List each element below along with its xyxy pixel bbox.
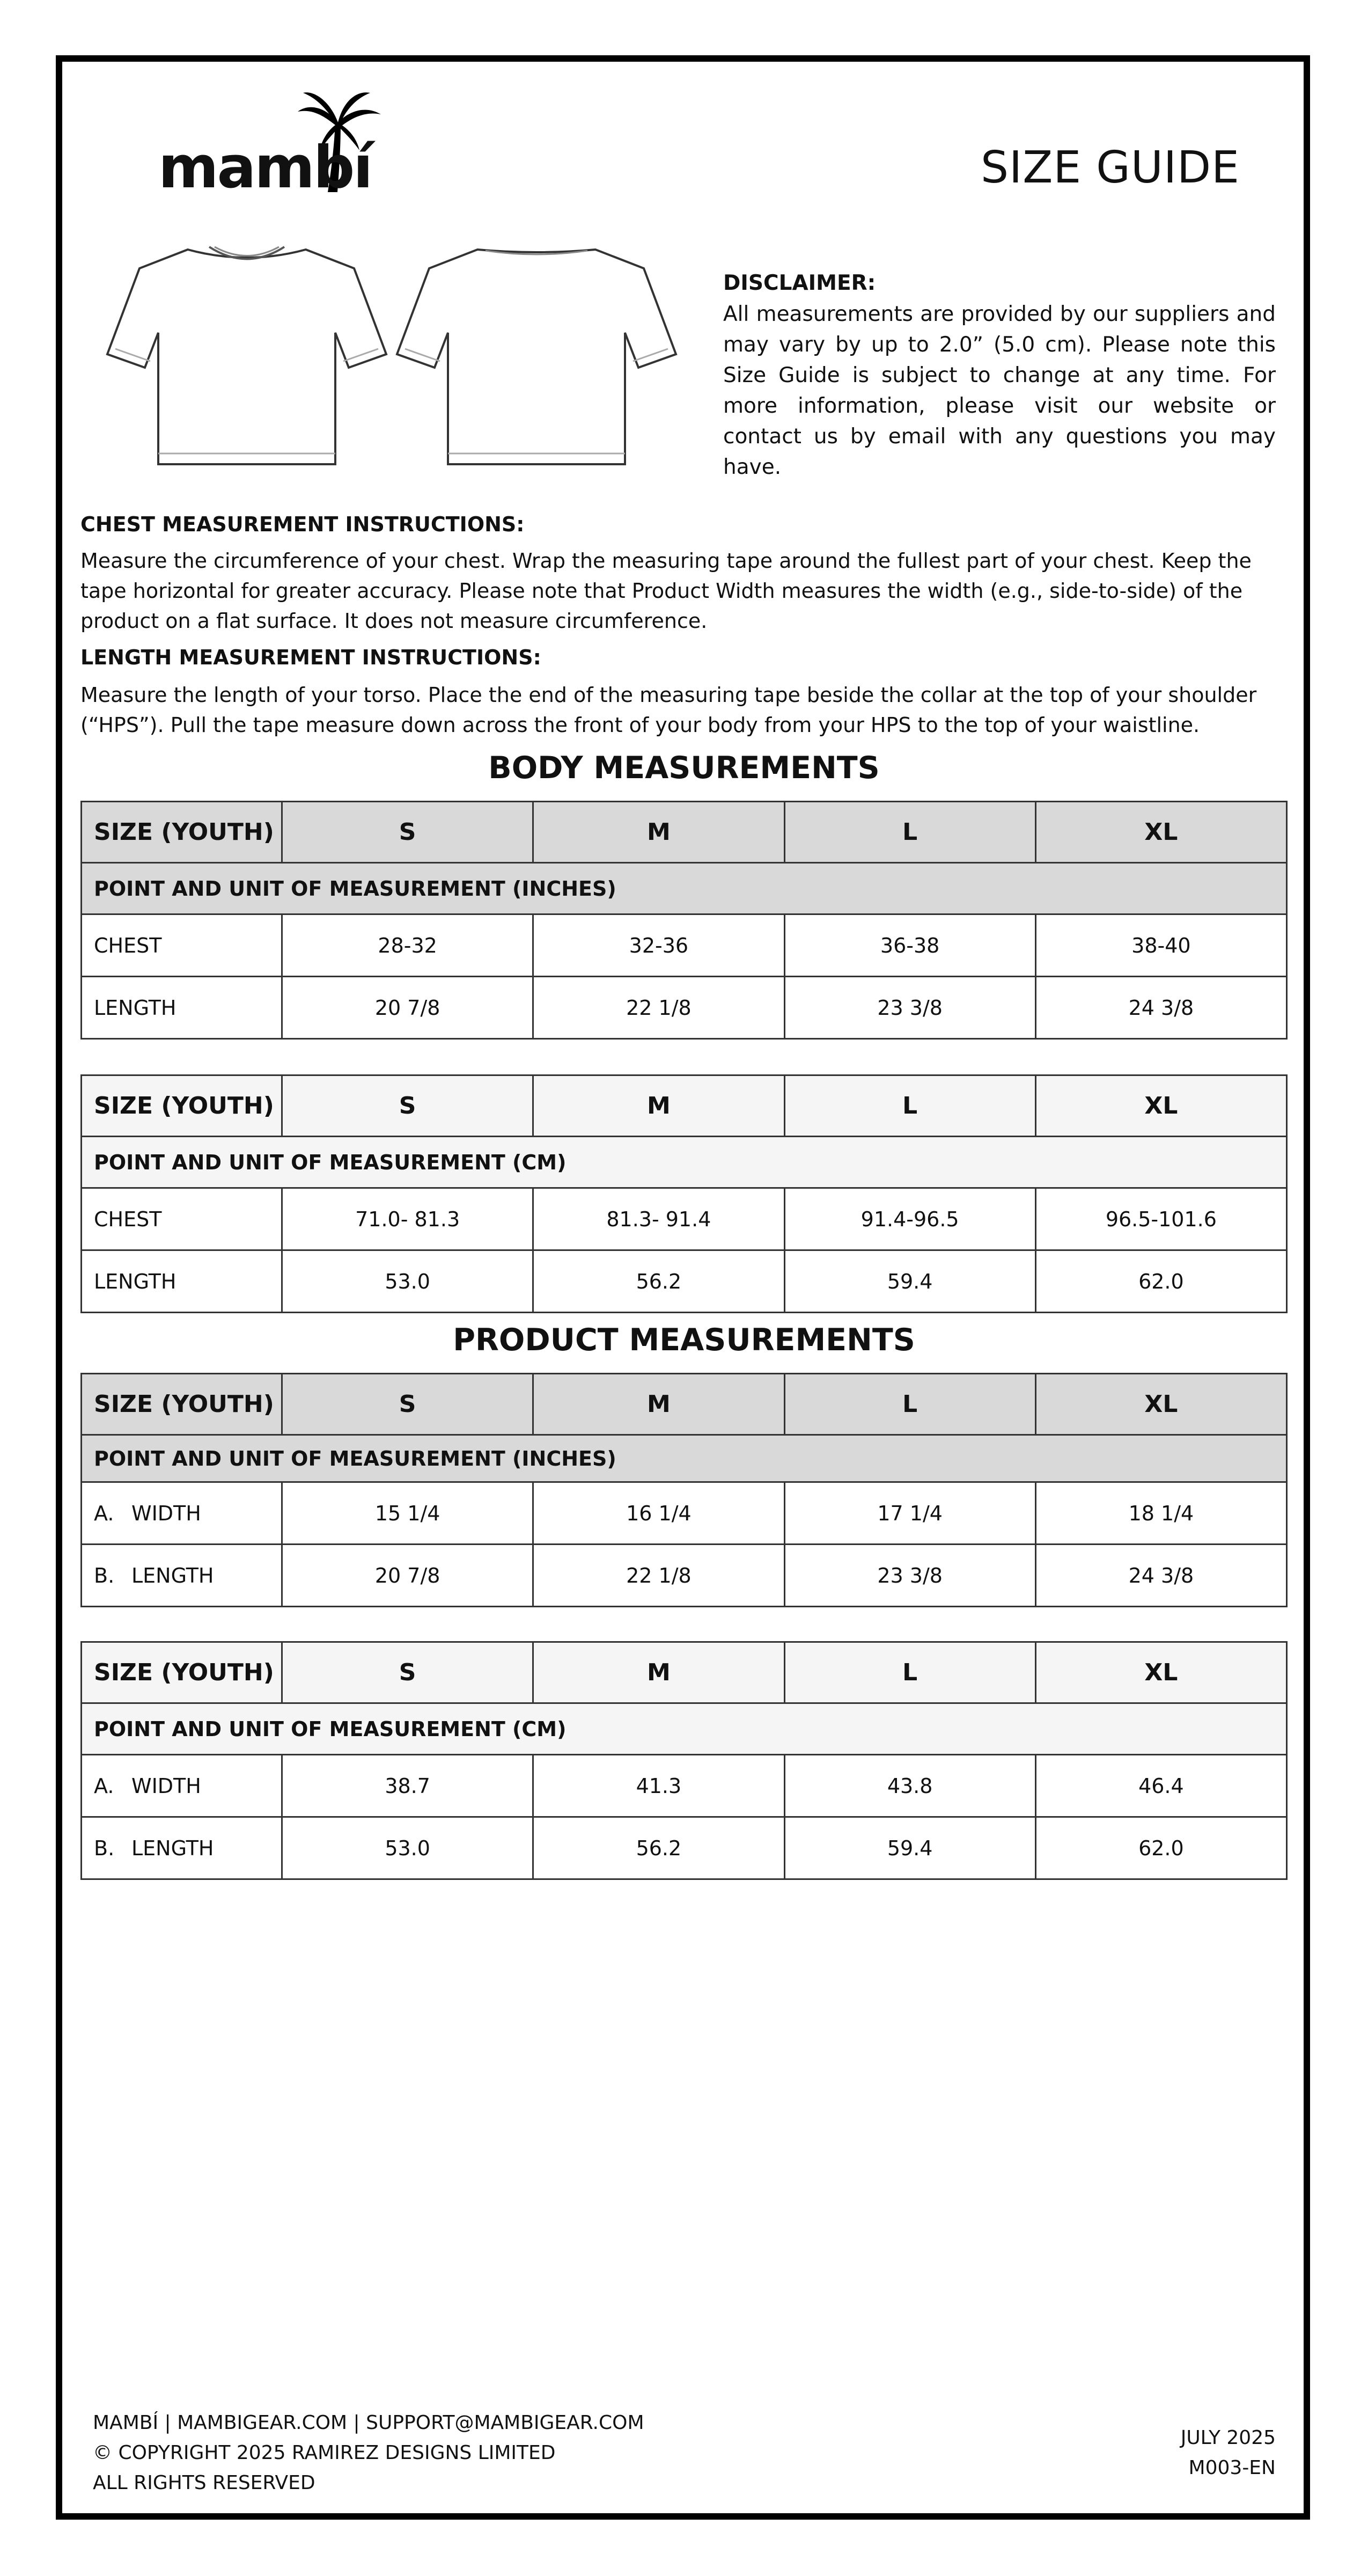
footer-right <box>1181 2423 1276 2483</box>
measure-label-cell <box>82 1817 282 1879</box>
disclaimer-heading: DISCLAIMER: <box>723 271 876 295</box>
value-cell: 32-36 <box>533 914 784 977</box>
footer-doc-code: M003-EN <box>1188 2457 1276 2479</box>
point-name: WIDTH <box>131 1501 201 1525</box>
point-letter: A. <box>94 1774 114 1798</box>
footer-date: JULY 2025 <box>1180 2427 1276 2449</box>
table-header-row <box>82 1374 1287 1435</box>
value-cell: 81.3- 91.4 <box>533 1188 784 1250</box>
size-label-cell: SIZE (YOUTH) <box>82 1374 282 1435</box>
unit-subheader-cell: POINT AND UNIT OF MEASUREMENT (CM) <box>82 1137 1287 1188</box>
disclaimer-text: All measurements are provided by our suppliers and may vary by up to 2.0” (5.0 cm). Please note this Size Guide is subject to change at any time. For more information, please visit our website or contact us by email with any questions you may have. <box>723 302 1276 479</box>
table-header-row <box>82 1075 1287 1137</box>
point-letter: B. <box>94 1836 115 1860</box>
chest-instructions-heading: CHEST MEASUREMENT INSTRUCTIONS: <box>80 513 525 536</box>
table-row <box>82 1817 1287 1879</box>
brand-logo <box>158 85 384 201</box>
product-cm-table <box>80 1641 1288 1880</box>
table-row <box>82 1188 1287 1250</box>
product-measurements-title: PRODUCT MEASUREMENTS <box>453 1322 915 1358</box>
size-s-cell: S <box>282 1642 533 1703</box>
value-cell: 17 1/4 <box>784 1482 1035 1545</box>
value-cell: 20 7/8 <box>282 977 533 1039</box>
size-xl-cell: XL <box>1035 1642 1286 1703</box>
table-row <box>82 1755 1287 1817</box>
point-letter: A. <box>94 1501 114 1525</box>
size-l-cell: L <box>784 1075 1035 1137</box>
size-label-cell: SIZE (YOUTH) <box>82 1642 282 1703</box>
table-subheader-row <box>82 863 1287 914</box>
value-cell: 22 1/8 <box>533 1545 784 1607</box>
value-cell: 96.5-101.6 <box>1035 1188 1286 1250</box>
measure-label-cell: CHEST <box>82 1188 282 1250</box>
value-cell: 24 3/8 <box>1035 977 1286 1039</box>
point-name: LENGTH <box>131 1563 214 1587</box>
point-name: LENGTH <box>131 1836 214 1860</box>
value-cell: 38-40 <box>1035 914 1286 977</box>
measure-label-cell <box>82 1755 282 1817</box>
unit-subheader-cell: POINT AND UNIT OF MEASUREMENT (INCHES) <box>82 863 1287 914</box>
measure-label-cell <box>82 1482 282 1545</box>
size-m-cell: M <box>533 802 784 863</box>
value-cell: 91.4-96.5 <box>784 1188 1035 1250</box>
value-cell: 41.3 <box>533 1755 784 1817</box>
value-cell: 71.0- 81.3 <box>282 1188 533 1250</box>
measure-label-cell: CHEST <box>82 914 282 977</box>
table-row <box>82 1250 1287 1313</box>
size-m-cell: M <box>533 1374 784 1435</box>
value-cell: 56.2 <box>533 1817 784 1879</box>
length-instructions-text: Measure the length of your torso. Place the end of the measuring tape beside the collar at the top of your shoulder (“HPS”). Pull the tape measure down across the front of your body from your HPS to the top of your waistline. <box>80 683 1257 737</box>
value-cell: 59.4 <box>784 1250 1035 1313</box>
length-instructions-heading: LENGTH MEASUREMENT INSTRUCTIONS: <box>80 646 541 669</box>
size-l-cell: L <box>784 1642 1035 1703</box>
footer-copyright: © COPYRIGHT 2025 RAMIREZ DESIGNS LIMITED <box>93 2442 556 2464</box>
measure-label-cell: LENGTH <box>82 1250 282 1313</box>
value-cell: 18 1/4 <box>1035 1482 1286 1545</box>
tshirt-front-icon <box>102 239 392 470</box>
value-cell: 28-32 <box>282 914 533 977</box>
value-cell: 20 7/8 <box>282 1545 533 1607</box>
value-cell: 38.7 <box>282 1755 533 1817</box>
value-cell: 23 3/8 <box>784 1545 1035 1607</box>
table-row <box>82 977 1287 1039</box>
table-subheader-row <box>82 1435 1287 1482</box>
table-header-row <box>82 802 1287 863</box>
size-label-cell: SIZE (YOUTH) <box>82 1075 282 1137</box>
value-cell: 59.4 <box>784 1817 1035 1879</box>
product-inches-table <box>80 1373 1288 1607</box>
measure-label-cell <box>82 1545 282 1607</box>
value-cell: 36-38 <box>784 914 1035 977</box>
unit-subheader-cell: POINT AND UNIT OF MEASUREMENT (INCHES) <box>82 1435 1287 1482</box>
size-m-cell: M <box>533 1642 784 1703</box>
brand-wordmark: mambí <box>158 134 372 201</box>
body-cm-table <box>80 1074 1288 1313</box>
size-m-cell: M <box>533 1075 784 1137</box>
value-cell: 16 1/4 <box>533 1482 784 1545</box>
value-cell: 24 3/8 <box>1035 1545 1286 1607</box>
tshirt-back-icon <box>392 239 681 470</box>
size-xl-cell: XL <box>1035 1374 1286 1435</box>
value-cell: 22 1/8 <box>533 977 784 1039</box>
footer-left <box>93 2408 644 2498</box>
size-s-cell: S <box>282 1075 533 1137</box>
value-cell: 53.0 <box>282 1250 533 1313</box>
unit-subheader-cell: POINT AND UNIT OF MEASUREMENT (CM) <box>82 1703 1287 1755</box>
value-cell: 46.4 <box>1035 1755 1286 1817</box>
table-row <box>82 1545 1287 1607</box>
body-inches-table <box>80 801 1288 1040</box>
value-cell: 62.0 <box>1035 1817 1286 1879</box>
table-subheader-row <box>82 1137 1287 1188</box>
table-row <box>82 914 1287 977</box>
measure-label-cell: LENGTH <box>82 977 282 1039</box>
value-cell: 15 1/4 <box>282 1482 533 1545</box>
chest-instructions-text: Measure the circumference of your chest. Wrap the measuring tape around the fullest part of your chest. Keep the tape horizontal for greater accuracy. Please note that Product Width measures the width (e.g., side-to-side) of the product on a flat surface. It does not measure circumference. <box>80 549 1252 633</box>
table-header-row <box>82 1642 1287 1703</box>
page-title: SIZE GUIDE <box>981 142 1240 193</box>
size-xl-cell: XL <box>1035 802 1286 863</box>
body-measurements-title: BODY MEASUREMENTS <box>488 750 880 786</box>
value-cell: 43.8 <box>784 1755 1035 1817</box>
point-name: WIDTH <box>131 1774 201 1798</box>
table-row <box>82 1482 1287 1545</box>
size-s-cell: S <box>282 1374 533 1435</box>
size-label-cell: SIZE (YOUTH) <box>82 802 282 863</box>
value-cell: 56.2 <box>533 1250 784 1313</box>
size-s-cell: S <box>282 802 533 863</box>
table-subheader-row <box>82 1703 1287 1755</box>
footer-rights: ALL RIGHTS RESERVED <box>93 2472 315 2494</box>
size-xl-cell: XL <box>1035 1075 1286 1137</box>
footer-contact: MAMBÍ | MAMBIGEAR.COM | SUPPORT@MAMBIGEAR.COM <box>93 2412 644 2434</box>
point-letter: B. <box>94 1563 115 1587</box>
size-l-cell: L <box>784 802 1035 863</box>
size-l-cell: L <box>784 1374 1035 1435</box>
value-cell: 53.0 <box>282 1817 533 1879</box>
value-cell: 62.0 <box>1035 1250 1286 1313</box>
value-cell: 23 3/8 <box>784 977 1035 1039</box>
